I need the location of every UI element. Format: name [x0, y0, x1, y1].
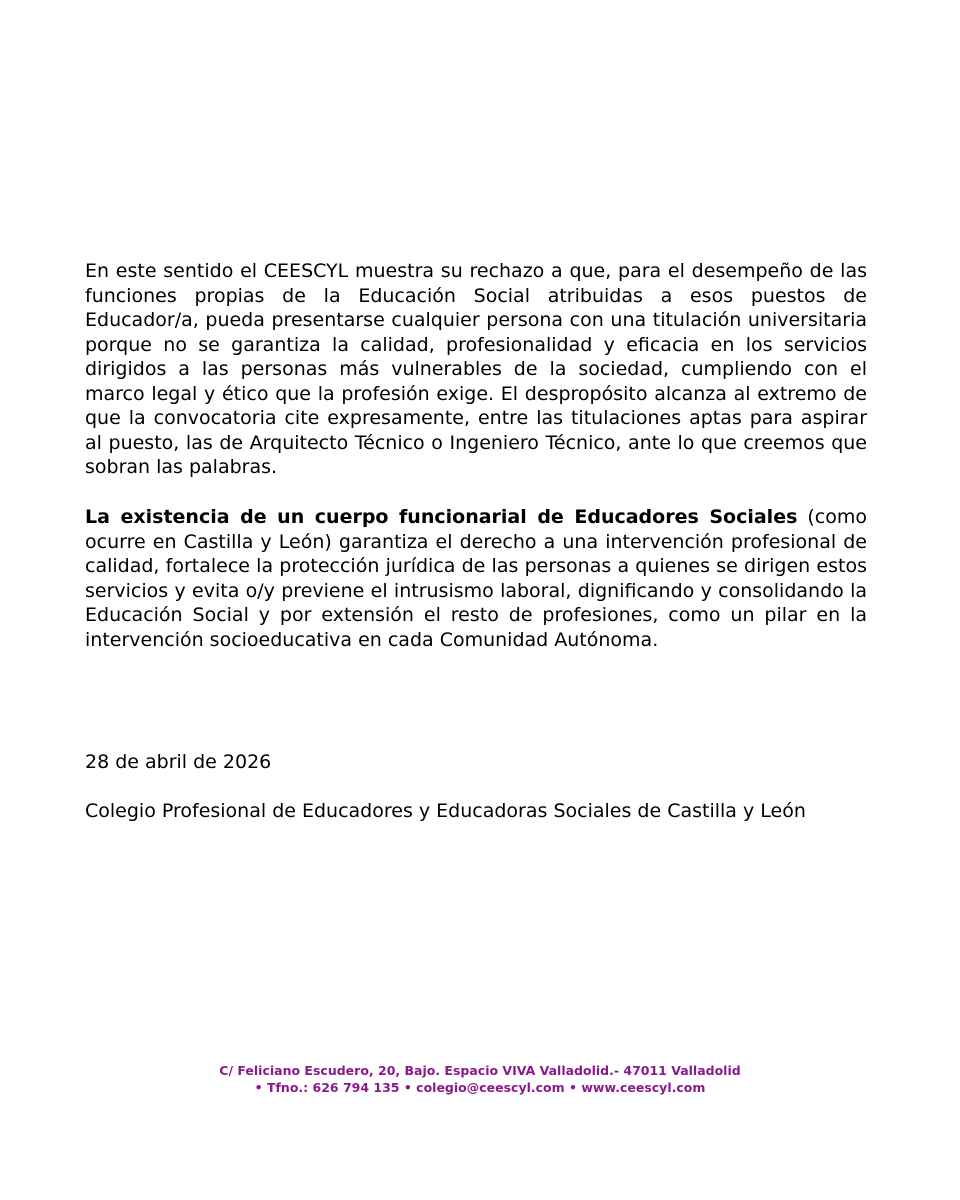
organization-signature: Colegio Profesional de Educadores y Educadoras Sociales de Castilla y León — [85, 800, 806, 822]
footer-address: C/ Feliciano Escudero, 20, Bajo. Espacio VIVA Valladolid.- 47011 Valladolid — [219, 1063, 741, 1078]
page-footer — [0, 1062, 960, 1096]
paragraph-bold-lead: La existencia de un cuerpo funcionarial de Educadores Sociales — [85, 506, 798, 528]
paragraph-cuerpo-text: (como ocurre en Castilla y León) garantiza el derecho a una intervención profesional de calidad, fortalece la protección jurídica de las personas a quienes se dirigen estos servicios y evita o/y previene el intrusismo laboral, dignificando y consolidando la Educación Social y por extensión el resto de profesiones, como un pilar en la intervención socioeducativa en cada Comunidad Autónoma. — [85, 506, 867, 651]
footer-contact: • Tfno.: 626 794 135 • colegio@ceescyl.com • www.ceescyl.com — [254, 1080, 706, 1095]
document-date: 28 de abril de 2026 — [85, 751, 272, 773]
paragraph-cuerpo-funcionarial — [85, 505, 867, 652]
paragraph-rechazo-text: En este sentido el CEESCYL muestra su rechazo a que, para el desempeño de las funciones propias de la Educación Social atribuidas a esos puestos de Educador/a, pueda presentarse cualquier persona con una titulación universitaria porque no se garantiza la calidad, profesionalidad y eficacia en los servicios dirigidos a las personas más vulnerables de la sociedad, cumpliendo con el marco legal y ético que la profesión exige. El despropósito alcanza al extremo de que la convocatoria cite expresamente, entre las titulaciones aptas para aspirar al puesto, las de Arquitecto Técnico o Ingeniero Técnico, ante lo que creemos que sobran las palabras. — [85, 260, 867, 478]
paragraph-rechazo — [85, 259, 867, 480]
